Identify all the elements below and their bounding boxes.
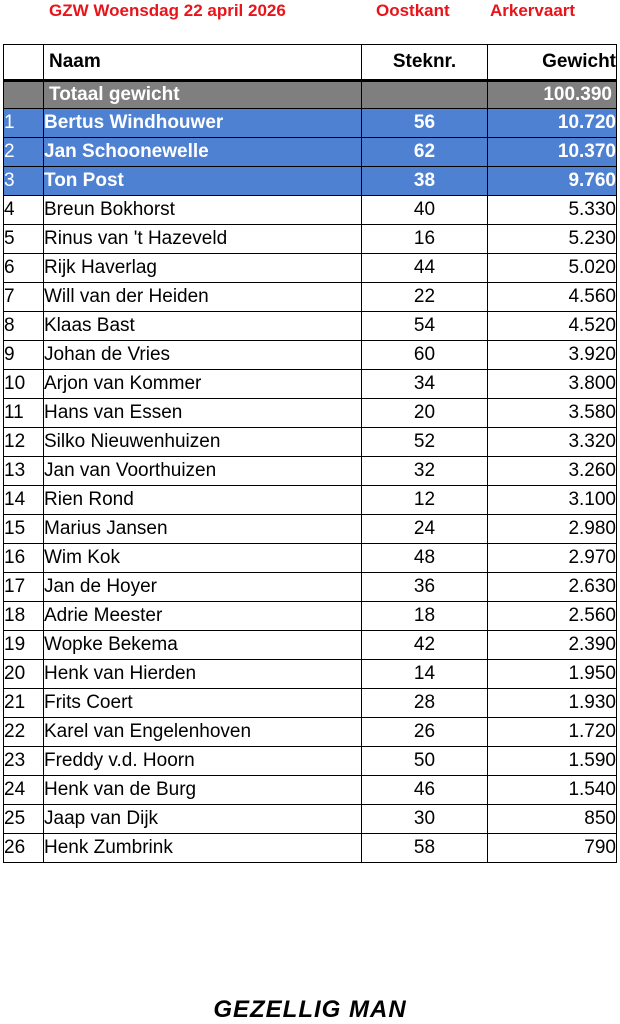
peg-cell: 24 — [362, 515, 488, 544]
name-cell: Henk van Hierden — [44, 660, 362, 689]
peg-cell: 28 — [362, 689, 488, 718]
weight-cell: 2.980 — [488, 515, 617, 544]
rank-cell: 7 — [4, 283, 44, 312]
rank-cell: 11 — [4, 399, 44, 428]
table-row — [4, 196, 617, 225]
name-cell: Arjon van Kommer — [44, 370, 362, 399]
peg-cell: 44 — [362, 254, 488, 283]
total-peg-cell — [362, 81, 488, 109]
table-row — [4, 428, 617, 457]
rank-cell: 21 — [4, 689, 44, 718]
weight-cell: 2.630 — [488, 573, 617, 602]
rank-cell: 10 — [4, 370, 44, 399]
weight-cell: 5.020 — [488, 254, 617, 283]
name-cell: Jan Schoonewelle — [44, 138, 362, 167]
peg-cell: 52 — [362, 428, 488, 457]
weight-cell: 850 — [488, 805, 617, 834]
peg-cell: 30 — [362, 805, 488, 834]
page-header — [0, 0, 620, 26]
name-cell: Ton Post — [44, 167, 362, 196]
weight-cell: 3.920 — [488, 341, 617, 370]
weight-column-header: Gewicht — [488, 45, 617, 81]
rank-cell: 18 — [4, 602, 44, 631]
name-cell: Marius Jansen — [44, 515, 362, 544]
peg-cell: 46 — [362, 776, 488, 805]
table-row — [4, 573, 617, 602]
rank-cell: 2 — [4, 138, 44, 167]
weight-cell: 2.560 — [488, 602, 617, 631]
name-cell: Wim Kok — [44, 544, 362, 573]
table-row — [4, 254, 617, 283]
table-row — [4, 805, 617, 834]
peg-cell: 38 — [362, 167, 488, 196]
peg-cell: 16 — [362, 225, 488, 254]
peg-column-header: Steknr. — [362, 45, 488, 81]
table-row — [4, 631, 617, 660]
table-row — [4, 167, 617, 196]
location-label: Arkervaart — [490, 1, 576, 20]
weight-cell: 5.230 — [488, 225, 617, 254]
table-row — [4, 283, 617, 312]
name-cell: Adrie Meester — [44, 602, 362, 631]
peg-cell: 36 — [362, 573, 488, 602]
name-cell: Klaas Bast — [44, 312, 362, 341]
table-row — [4, 457, 617, 486]
weight-cell: 2.970 — [488, 544, 617, 573]
name-cell: Freddy v.d. Hoorn — [44, 747, 362, 776]
table-row — [4, 602, 617, 631]
rank-cell: 4 — [4, 196, 44, 225]
name-cell: Jan de Hoyer — [44, 573, 362, 602]
name-cell: Frits Coert — [44, 689, 362, 718]
name-cell: Jan van Voorthuizen — [44, 457, 362, 486]
name-cell: Henk van de Burg — [44, 776, 362, 805]
peg-cell: 60 — [362, 341, 488, 370]
rank-cell: 15 — [4, 515, 44, 544]
peg-cell: 62 — [362, 138, 488, 167]
peg-cell: 56 — [362, 109, 488, 138]
rank-cell: 1 — [4, 109, 44, 138]
rank-cell: 6 — [4, 254, 44, 283]
rank-column-header — [4, 45, 44, 81]
peg-cell: 34 — [362, 370, 488, 399]
total-row — [4, 81, 617, 109]
table-row — [4, 689, 617, 718]
name-cell: Breun Bokhorst — [44, 196, 362, 225]
section-label: Oostkant — [376, 1, 450, 20]
name-cell: Johan de Vries — [44, 341, 362, 370]
rank-cell: 20 — [4, 660, 44, 689]
rank-cell: 8 — [4, 312, 44, 341]
peg-cell: 18 — [362, 602, 488, 631]
weight-cell: 3.580 — [488, 399, 617, 428]
rank-cell: 9 — [4, 341, 44, 370]
name-cell: Wopke Bekema — [44, 631, 362, 660]
total-label: Totaal gewicht — [44, 81, 362, 109]
name-cell: Will van der Heiden — [44, 283, 362, 312]
weight-cell: 1.590 — [488, 747, 617, 776]
table-row — [4, 370, 617, 399]
weight-cell: 1.720 — [488, 718, 617, 747]
table-header-row — [4, 45, 617, 81]
rank-cell: 5 — [4, 225, 44, 254]
rank-cell: 25 — [4, 805, 44, 834]
table-row — [4, 660, 617, 689]
name-cell: Jaap van Dijk — [44, 805, 362, 834]
rank-cell: 16 — [4, 544, 44, 573]
name-column-header: Naam — [44, 45, 362, 81]
weight-cell: 1.950 — [488, 660, 617, 689]
weight-cell: 9.760 — [488, 167, 617, 196]
peg-cell: 42 — [362, 631, 488, 660]
table-row — [4, 312, 617, 341]
table-row — [4, 834, 617, 863]
peg-cell: 12 — [362, 486, 488, 515]
weight-cell: 3.100 — [488, 486, 617, 515]
weight-cell: 1.540 — [488, 776, 617, 805]
name-cell: Hans van Essen — [44, 399, 362, 428]
peg-cell: 40 — [362, 196, 488, 225]
weight-cell: 10.720 — [488, 109, 617, 138]
peg-cell: 26 — [362, 718, 488, 747]
total-value: 100.390 — [488, 81, 617, 109]
name-cell: Silko Nieuwenhuizen — [44, 428, 362, 457]
weight-cell: 2.390 — [488, 631, 617, 660]
rank-cell: 24 — [4, 776, 44, 805]
name-cell: Karel van Engelenhoven — [44, 718, 362, 747]
name-cell: Bertus Windhouwer — [44, 109, 362, 138]
weight-cell: 1.930 — [488, 689, 617, 718]
footer-text: GEZELLIG MAN — [213, 996, 407, 1023]
table-row — [4, 718, 617, 747]
table-row — [4, 515, 617, 544]
weight-cell: 5.330 — [488, 196, 617, 225]
weight-cell: 3.320 — [488, 428, 617, 457]
total-rank-cell — [4, 81, 44, 109]
peg-cell: 22 — [362, 283, 488, 312]
peg-cell: 50 — [362, 747, 488, 776]
name-cell: Rinus van 't Hazeveld — [44, 225, 362, 254]
weight-cell: 10.370 — [488, 138, 617, 167]
table-row — [4, 225, 617, 254]
peg-cell: 48 — [362, 544, 488, 573]
weight-cell: 790 — [488, 834, 617, 863]
peg-cell: 14 — [362, 660, 488, 689]
table-row — [4, 544, 617, 573]
rank-cell: 13 — [4, 457, 44, 486]
weight-cell: 4.560 — [488, 283, 617, 312]
rank-cell: 14 — [4, 486, 44, 515]
name-cell: Rien Rond — [44, 486, 362, 515]
rank-cell: 12 — [4, 428, 44, 457]
rank-cell: 17 — [4, 573, 44, 602]
table-row — [4, 486, 617, 515]
weight-cell: 3.800 — [488, 370, 617, 399]
peg-cell: 54 — [362, 312, 488, 341]
table-row — [4, 776, 617, 805]
table-row — [4, 399, 617, 428]
rank-cell: 26 — [4, 834, 44, 863]
weight-cell: 4.520 — [488, 312, 617, 341]
rank-cell: 22 — [4, 718, 44, 747]
peg-cell: 20 — [362, 399, 488, 428]
table-row — [4, 109, 617, 138]
table-row — [4, 341, 617, 370]
results-table — [3, 44, 617, 863]
peg-cell: 32 — [362, 457, 488, 486]
weight-cell: 3.260 — [488, 457, 617, 486]
table-row — [4, 747, 617, 776]
rank-cell: 3 — [4, 167, 44, 196]
table-row — [4, 138, 617, 167]
peg-cell: 58 — [362, 834, 488, 863]
name-cell: Henk Zumbrink — [44, 834, 362, 863]
rank-cell: 23 — [4, 747, 44, 776]
name-cell: Rijk Haverlag — [44, 254, 362, 283]
rank-cell: 19 — [4, 631, 44, 660]
page-title: GZW Woensdag 22 april 2026 — [49, 1, 286, 20]
